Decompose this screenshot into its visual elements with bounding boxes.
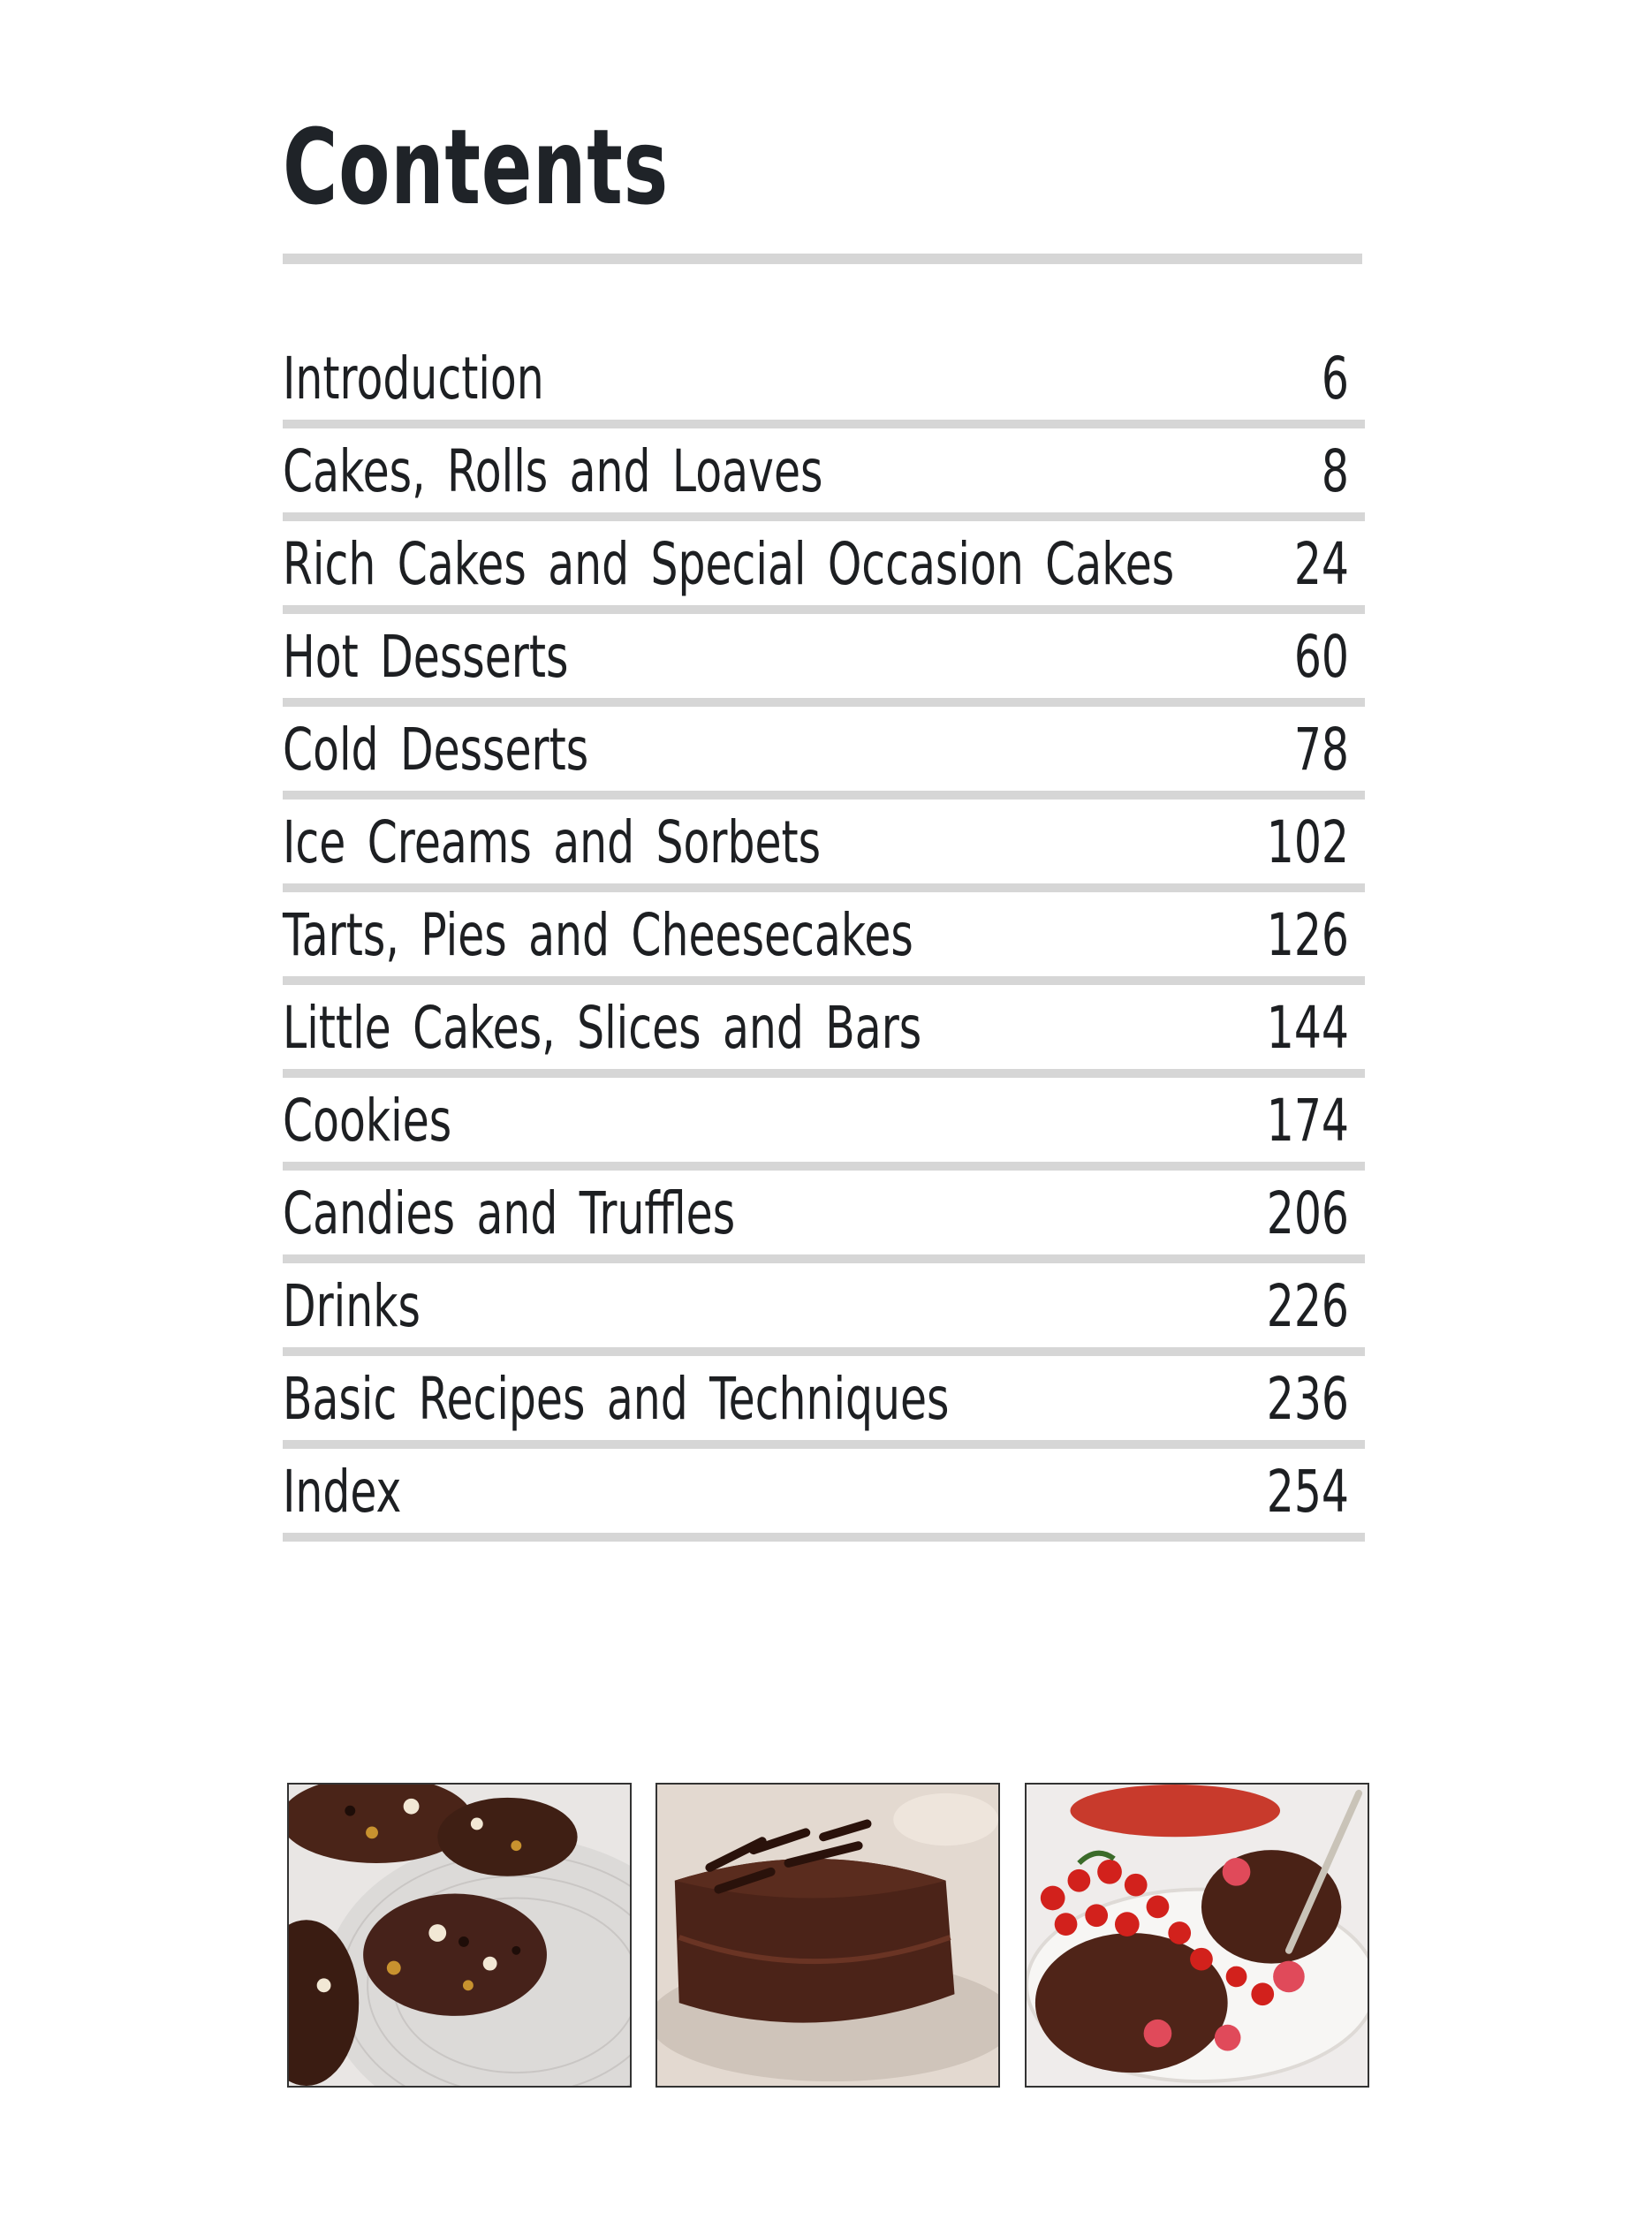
chocolate-ice-cream-berries-photo — [1025, 1783, 1369, 2088]
toc-entry-page: 6 — [1321, 345, 1349, 413]
toc-entry-page: 206 — [1266, 1179, 1349, 1247]
toc-entry-basic-recipes[interactable] — [283, 1356, 1365, 1449]
toc-entry-page: 8 — [1321, 437, 1349, 505]
toc-entry-label: Tarts, Pies and Cheesecakes — [283, 901, 913, 969]
toc-entry-introduction[interactable] — [283, 336, 1365, 428]
toc-divider — [283, 605, 1365, 614]
toc-divider — [283, 420, 1365, 428]
page-title: Contents — [283, 106, 669, 228]
toc-entry-drinks[interactable] — [283, 1263, 1365, 1356]
toc-entry-label: Cakes, Rolls and Loaves — [283, 437, 823, 505]
toc-entry-label: Drinks — [283, 1272, 421, 1340]
photo-strip — [287, 1783, 1372, 2090]
toc-entry-label: Little Cakes, Slices and Bars — [283, 994, 922, 1062]
toc-entry-rich-cakes[interactable] — [283, 521, 1365, 614]
toc-entry-little-cakes[interactable] — [283, 985, 1365, 1078]
chocolate-cookies-photo — [287, 1783, 632, 2088]
toc-divider — [283, 791, 1365, 800]
toc-entry-page: 102 — [1266, 808, 1349, 876]
toc-entry-page: 226 — [1266, 1272, 1349, 1340]
toc-entry-candies-truffles[interactable] — [283, 1171, 1365, 1263]
toc-entry-page: 174 — [1266, 1087, 1349, 1155]
toc-entry-label: Basic Recipes and Techniques — [283, 1365, 950, 1433]
toc-divider — [283, 1347, 1365, 1356]
title-divider — [283, 254, 1362, 264]
toc-entry-label: Introduction — [283, 345, 544, 413]
chocolate-cake-photo — [655, 1783, 1000, 2088]
toc-entry-cookies[interactable] — [283, 1078, 1365, 1171]
toc-entry-hot-desserts[interactable] — [283, 614, 1365, 707]
toc-entry-cold-desserts[interactable] — [283, 707, 1365, 800]
toc-entry-page: 60 — [1293, 623, 1349, 691]
toc-divider — [283, 1533, 1365, 1542]
toc-divider — [283, 883, 1365, 892]
toc-divider — [283, 976, 1365, 985]
toc-divider — [283, 1162, 1365, 1171]
toc-entry-label: Cold Desserts — [283, 716, 589, 784]
toc-divider — [283, 1254, 1365, 1263]
toc-entry-cakes-rolls-loaves[interactable] — [283, 428, 1365, 521]
toc-divider — [283, 698, 1365, 707]
toc-entry-index[interactable] — [283, 1449, 1365, 1542]
toc-divider — [283, 1069, 1365, 1078]
table-of-contents — [283, 336, 1365, 1542]
toc-entry-label: Index — [283, 1458, 402, 1526]
toc-divider — [283, 512, 1365, 521]
toc-entry-page: 126 — [1266, 901, 1349, 969]
toc-entry-page: 236 — [1266, 1365, 1349, 1433]
toc-entry-page: 144 — [1266, 994, 1349, 1062]
toc-divider — [283, 1440, 1365, 1449]
toc-entry-tarts-pies[interactable] — [283, 892, 1365, 985]
toc-entry-page: 24 — [1293, 530, 1349, 598]
toc-entry-page: 254 — [1266, 1458, 1349, 1526]
toc-entry-label: Rich Cakes and Special Occasion Cakes — [283, 530, 1175, 598]
toc-entry-label: Ice Creams and Sorbets — [283, 808, 822, 876]
toc-entry-label: Hot Desserts — [283, 623, 569, 691]
toc-entry-page: 78 — [1293, 716, 1349, 784]
toc-entry-label: Cookies — [283, 1087, 452, 1155]
toc-entry-ice-creams[interactable] — [283, 800, 1365, 892]
toc-entry-label: Candies and Truffles — [283, 1179, 736, 1247]
